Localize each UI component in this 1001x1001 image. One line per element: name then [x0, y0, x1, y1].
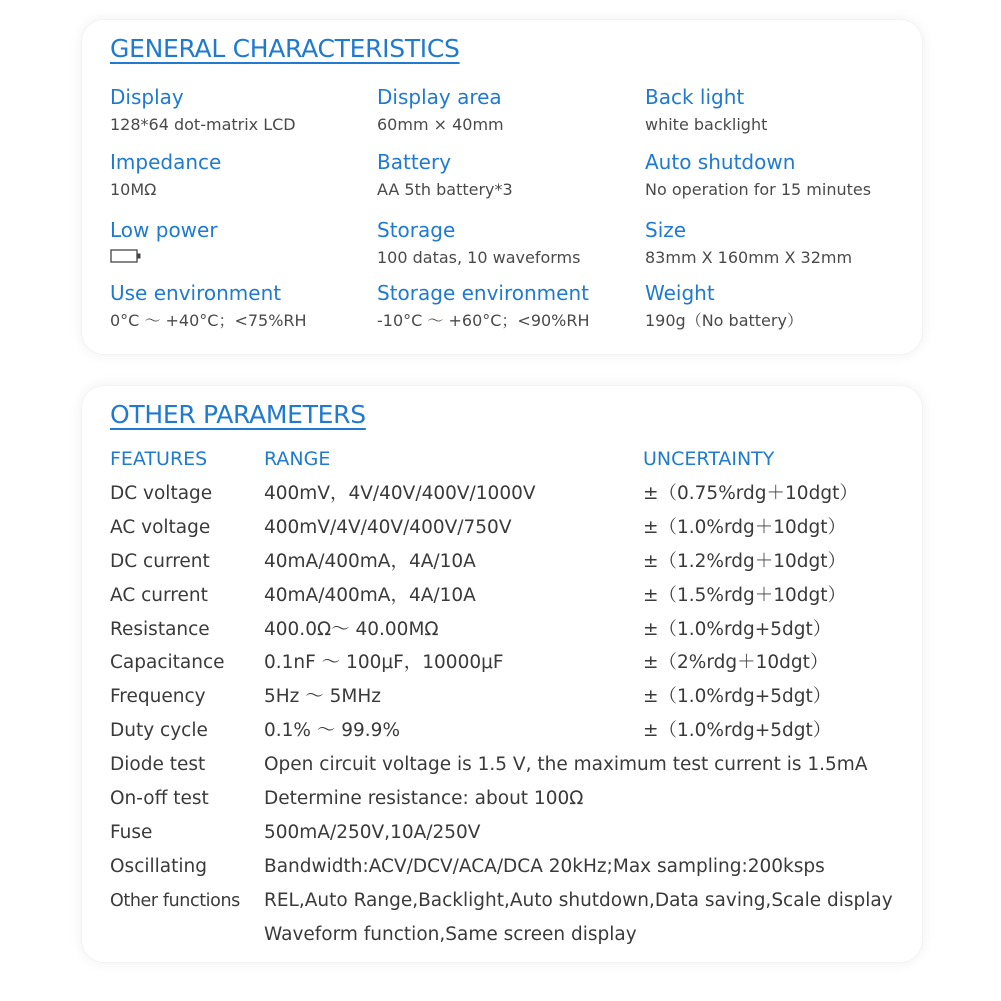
uncertainty-cell: ±（2%rdg＋10dgt） — [643, 652, 829, 674]
spec-value: white backlight — [645, 115, 768, 134]
range-cell: REL,Auto Range,Backlight,Auto shutdown,Data saving,Scale display — [264, 889, 893, 911]
spec-value: 10MΩ — [110, 180, 157, 199]
table-row — [110, 855, 910, 889]
range-cell: 400mV，4V/40V/400V/1000V — [264, 483, 536, 504]
spec-value: 190g（No battery） — [645, 311, 803, 330]
table-row — [110, 618, 910, 652]
uncertainty-cell: ±（1.0%rdg+5dgt） — [643, 618, 832, 640]
spec-label: Storage — [377, 218, 456, 242]
spec-storage-environment — [377, 280, 642, 332]
table-row — [110, 685, 910, 719]
range-cell: 40mA/400mA，4A/10A — [264, 550, 476, 572]
spec-auto-shutdown — [645, 149, 910, 201]
feature-cell: Duty cycle — [110, 720, 208, 742]
general-characteristics-title: GENERAL CHARACTERISTICS — [110, 34, 460, 63]
range-cell: Waveform function,Same screen display — [264, 923, 637, 945]
spec-value: 83mm X 160mm X 32mm — [645, 248, 853, 267]
range-cell: 0.1% ～ 99.9% — [264, 720, 401, 742]
header-features: FEATURES — [110, 448, 208, 470]
table-row — [110, 516, 910, 550]
table-row — [110, 482, 910, 516]
range-cell: Determine resistance: about 100Ω — [264, 788, 584, 810]
spec-value: 0°C ～ +40°C；<75%RH — [110, 311, 307, 330]
feature-cell: DC voltage — [110, 483, 213, 504]
range-cell: Open circuit voltage is 1.5 V, the maximum test current is 1.5mA — [264, 754, 868, 776]
spec-impedance — [110, 149, 375, 201]
feature-cell: Frequency — [110, 686, 206, 708]
other-parameters-card — [82, 386, 922, 962]
range-cell: 400.0Ω～ 40.00MΩ — [264, 618, 439, 640]
spec-value: 100 datas, 10 waveforms — [377, 248, 581, 267]
feature-cell: AC current — [110, 584, 208, 606]
spec-display-area — [377, 84, 642, 136]
spec-size — [645, 217, 910, 269]
spec-label: Battery — [377, 150, 452, 174]
spec-back-light — [645, 84, 910, 136]
parameters-table — [110, 482, 910, 956]
spec-value: 60mm × 40mm — [377, 115, 504, 134]
spec-label: Display area — [377, 85, 502, 109]
header-range: RANGE — [264, 448, 331, 470]
uncertainty-cell: ±（1.2%rdg＋10dgt） — [643, 550, 847, 572]
feature-cell: Diode test — [110, 754, 206, 776]
spec-value: No operation for 15 minutes — [645, 180, 872, 199]
uncertainty-cell: ±（1.0%rdg+5dgt） — [643, 720, 832, 742]
spec-label: Weight — [645, 281, 715, 305]
spec-label: Low power — [110, 218, 218, 242]
spec-label: Display — [110, 85, 184, 109]
feature-cell: Fuse — [110, 821, 153, 843]
spec-label: Back light — [645, 85, 745, 109]
spec-value: AA 5th battery*3 — [377, 180, 513, 199]
range-cell: Bandwidth:ACV/DCV/ACA/DCA 20kHz;Max sampling:200ksps — [264, 855, 825, 877]
spec-value: -10°C ～ +60°C；<90%RH — [377, 311, 590, 330]
spec-use-environment — [110, 280, 375, 332]
table-row — [110, 923, 910, 957]
spec-label: Impedance — [110, 150, 222, 174]
general-characteristics-card — [82, 20, 922, 354]
uncertainty-cell: ±（0.75%rdg＋10dgt） — [643, 483, 858, 504]
header-uncertainty: UNCERTAINTY — [643, 448, 775, 470]
spec-label: Use environment — [110, 281, 282, 305]
spec-storage — [377, 217, 642, 269]
feature-cell: Oscillating — [110, 855, 207, 877]
uncertainty-cell: ±（1.5%rdg＋10dgt） — [643, 584, 847, 606]
feature-cell: Resistance — [110, 618, 210, 640]
table-row — [110, 584, 910, 618]
range-cell: 0.1nF ～ 100μF，10000μF — [264, 652, 504, 674]
range-cell: 40mA/400mA，4A/10A — [264, 584, 476, 606]
table-row — [110, 719, 910, 753]
table-row — [110, 889, 910, 923]
table-row — [110, 651, 910, 685]
feature-cell: Capacitance — [110, 652, 225, 674]
table-row — [110, 550, 910, 584]
spec-label: Auto shutdown — [645, 150, 796, 174]
spec-low-power — [110, 217, 375, 265]
spec-label: Size — [645, 218, 687, 242]
spec-value: 128*64 dot-matrix LCD — [110, 115, 296, 134]
range-cell: 5Hz ～ 5MHz — [264, 686, 382, 708]
range-cell: 500mA/250V,10A/250V — [264, 821, 481, 843]
range-cell: 400mV/4V/40V/400V/750V — [264, 516, 512, 538]
uncertainty-cell: ±（1.0%rdg+5dgt） — [643, 686, 832, 708]
table-row — [110, 753, 910, 787]
spec-label: Storage environment — [377, 281, 589, 305]
spec-battery — [377, 149, 642, 201]
table-row — [110, 787, 910, 821]
uncertainty-cell: ±（1.0%rdg＋10dgt） — [643, 516, 847, 538]
feature-cell: On-off test — [110, 788, 209, 810]
feature-cell: Other functions — [110, 890, 240, 911]
feature-cell: DC current — [110, 550, 210, 572]
table-row — [110, 821, 910, 855]
other-parameters-title: OTHER PARAMETERS — [110, 400, 366, 429]
spec-display — [110, 84, 375, 136]
battery-low-icon — [110, 249, 136, 261]
spec-weight — [645, 280, 910, 332]
feature-cell: AC voltage — [110, 516, 211, 538]
